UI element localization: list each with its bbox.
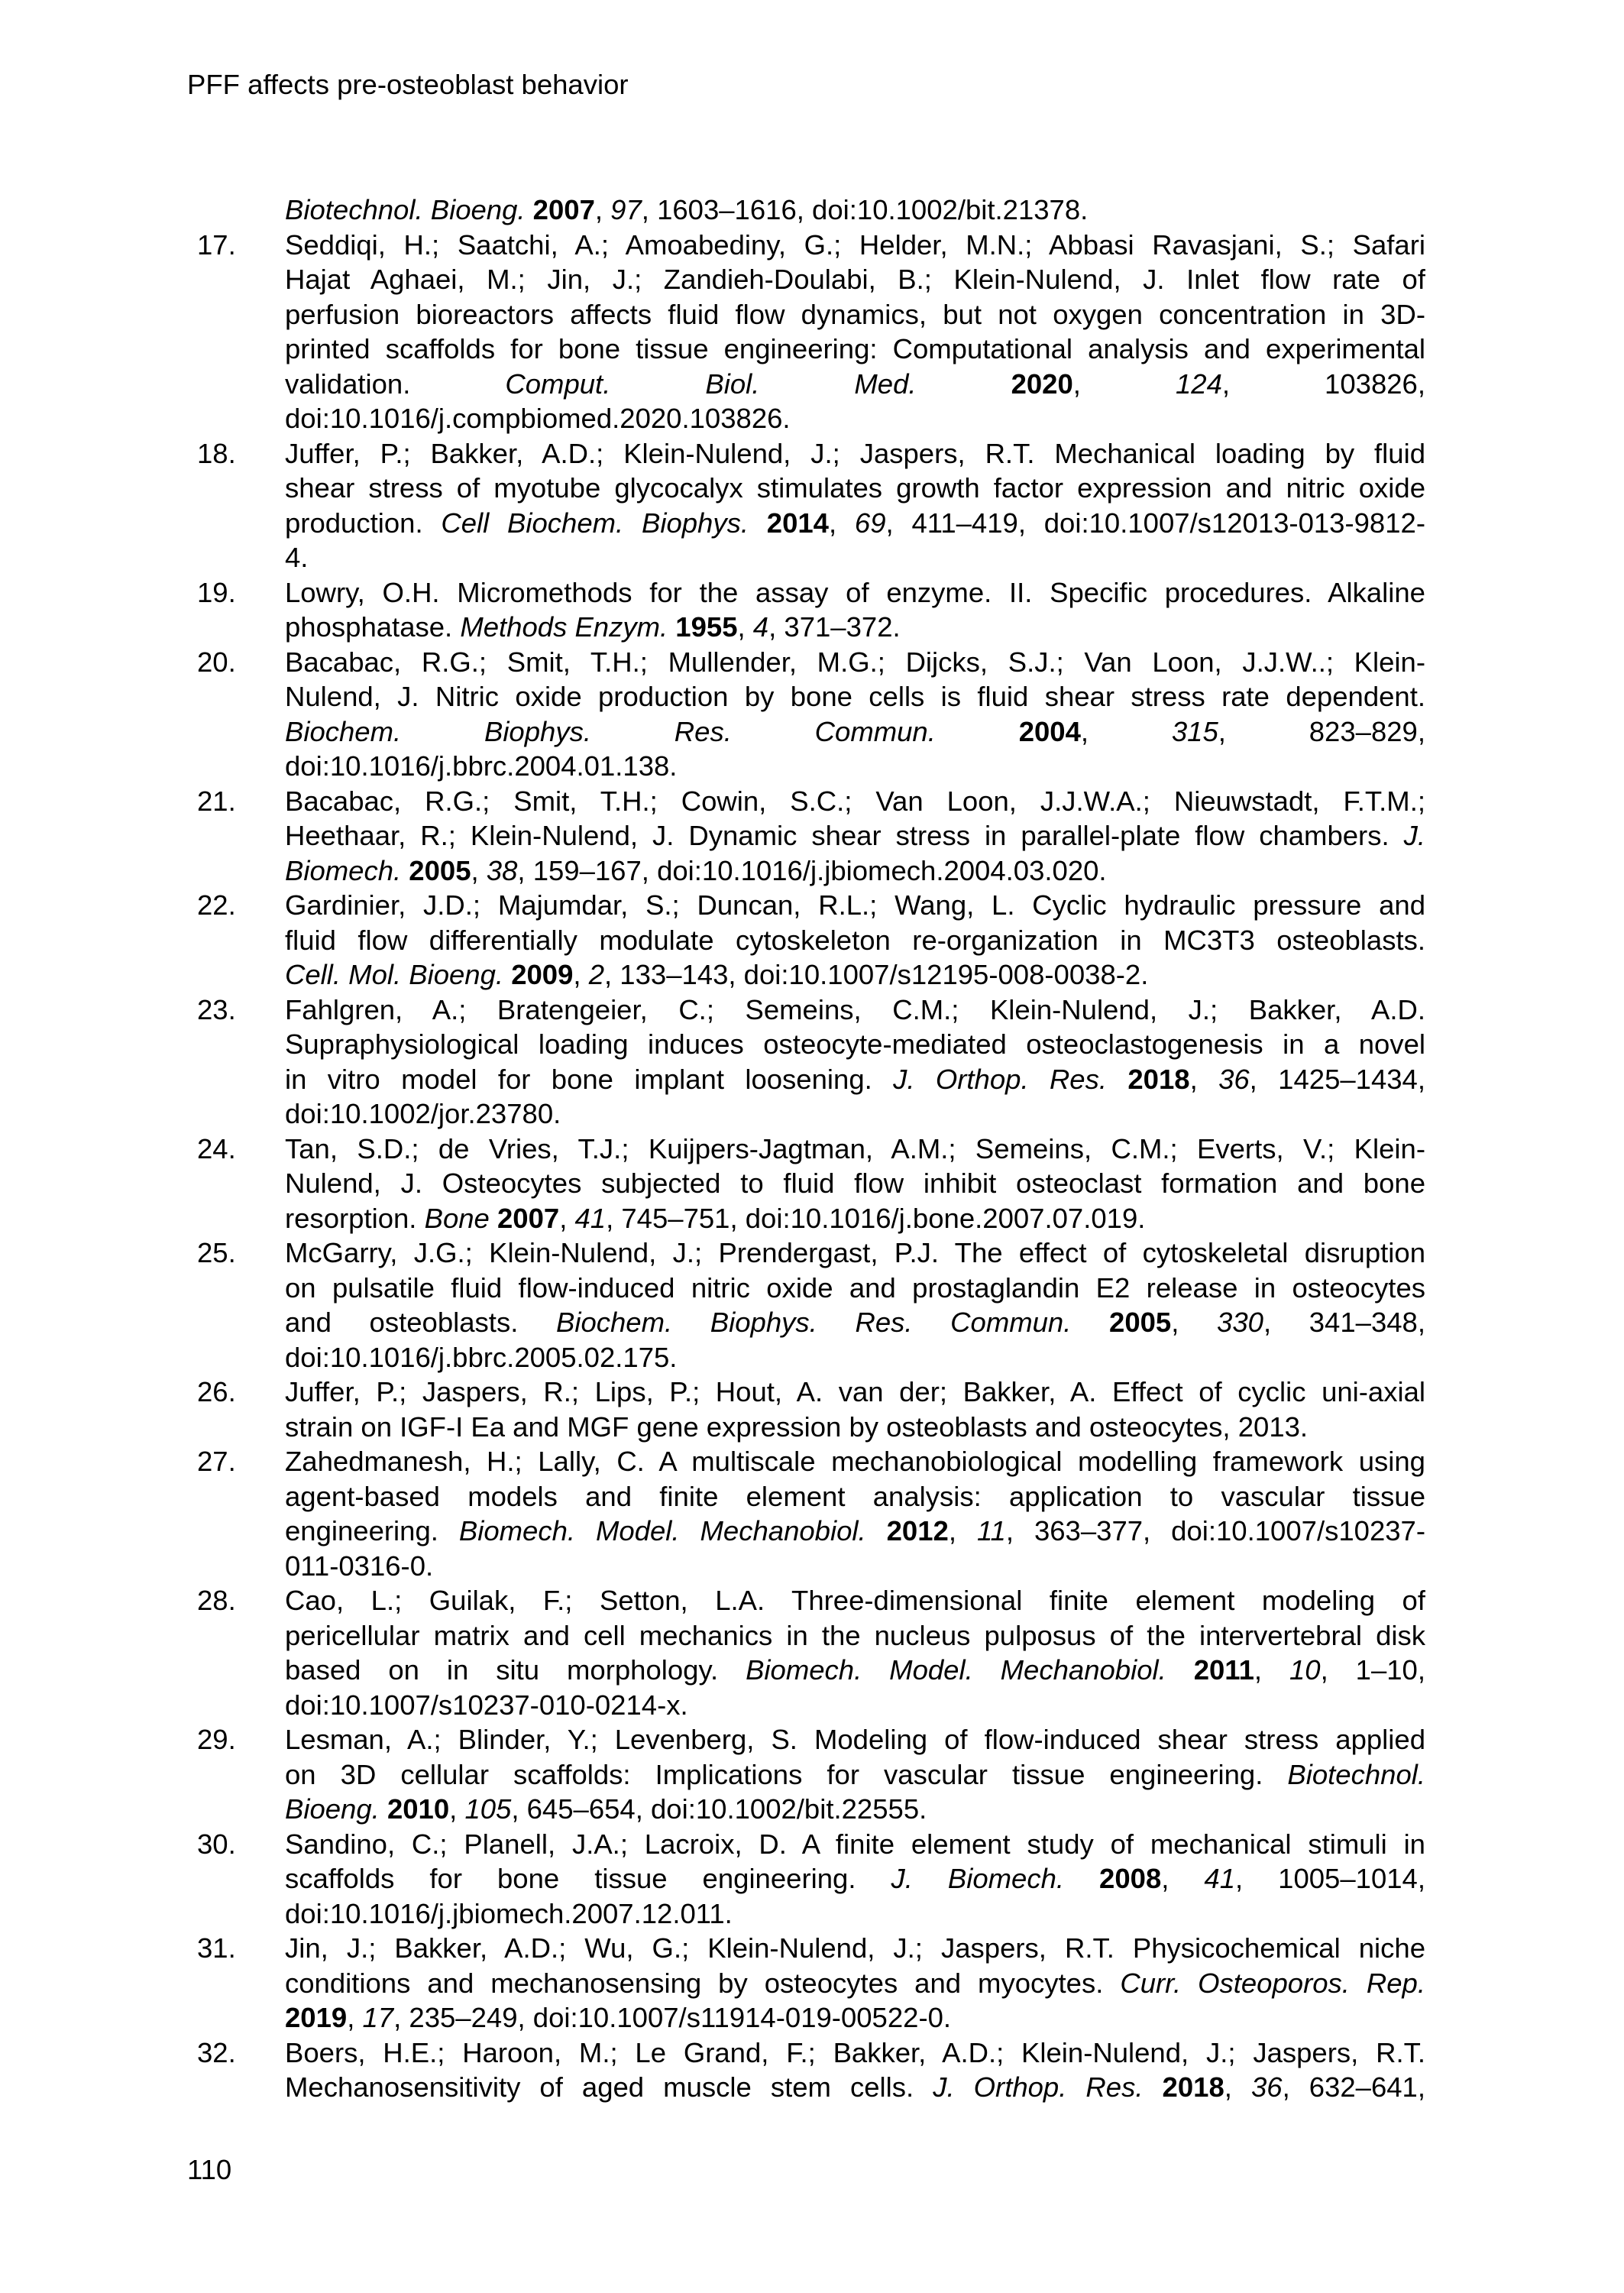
- reference-body: [285, 1931, 1425, 2036]
- journal-volume-text: 10: [1289, 1654, 1321, 1686]
- reference-text: ,: [471, 854, 487, 886]
- reference-number: 25.: [197, 1237, 236, 1268]
- reference-text: Nulend, J. Nitric oxide production by bone cells is fluid shear stress rate dependent.: [285, 681, 1425, 712]
- reference-number: 26.: [197, 1376, 236, 1407]
- journal-volume-text: 17: [362, 2002, 394, 2033]
- reference-text: printed scaffolds for bone tissue engineering: Computational analysis and experimental: [285, 333, 1425, 364]
- reference-line: [285, 1479, 1425, 1514]
- reference-entry: [197, 1444, 1425, 1583]
- reference-text: , 1425–1434,: [1249, 1063, 1425, 1095]
- year-text: 1955: [675, 611, 738, 643]
- year-text: 2005: [409, 854, 471, 886]
- reference-line: [285, 193, 1425, 228]
- reference-text: ,: [828, 507, 855, 539]
- reference-line: [285, 1792, 1425, 1827]
- reference-text: ,: [1080, 715, 1172, 747]
- reference-line: [285, 923, 1425, 958]
- reference-entry: [197, 645, 1425, 784]
- reference-number: 18.: [197, 437, 236, 469]
- journal-volume-text: Biomech. Model. Mechanobiol.: [746, 1654, 1194, 1686]
- reference-text: and osteoblasts.: [285, 1307, 556, 1338]
- reference-text: Juffer, P.; Bakker, A.D.; Klein-Nulend, J.; Jaspers, R.T. Mechanical loading by fluid: [285, 437, 1425, 469]
- reference-line: [285, 610, 1425, 645]
- journal-volume-text: J. Biomech.: [891, 1863, 1100, 1894]
- reference-line: [285, 1722, 1425, 1757]
- reference-body: [285, 993, 1425, 1132]
- reference-line: [285, 1688, 1425, 1723]
- reference-line: [285, 1236, 1425, 1271]
- journal-volume-text: 11: [976, 1515, 1006, 1546]
- reference-text: Fahlgren, A.; Bratengeier, C.; Semeins, C.M.; Klein-Nulend, J.; Bakker, A.D.: [285, 993, 1425, 1025]
- reference-line: [285, 1444, 1425, 1479]
- reference-entry: [197, 784, 1425, 889]
- reference-line: [285, 436, 1425, 471]
- reference-text: 4.: [285, 542, 309, 573]
- reference-text: ,: [1224, 2071, 1251, 2103]
- journal-volume-text: Biotechnol.: [1287, 1758, 1425, 1790]
- year-text: 2007: [532, 194, 595, 225]
- reference-text: ,: [1072, 368, 1176, 400]
- reference-text: on 3D cellular scaffolds: Implications for vascular tissue engineering.: [285, 1758, 1288, 1790]
- reference-number: 24.: [197, 1132, 236, 1164]
- reference-text: based on in situ morphology.: [285, 1654, 746, 1686]
- reference-line: [285, 1132, 1425, 1167]
- reference-text: ,: [948, 1515, 977, 1546]
- reference-entry: [197, 575, 1425, 645]
- year-text: 2020: [1011, 368, 1073, 400]
- reference-text: , 645–654, doi:10.1002/bit.22555.: [511, 1793, 927, 1825]
- reference-text: ,: [347, 2002, 363, 2033]
- running-header: PFF affects pre-osteoblast behavior: [187, 69, 629, 100]
- reference-text: production.: [285, 507, 442, 539]
- journal-volume-text: 330: [1217, 1307, 1263, 1338]
- reference-line: [285, 1583, 1425, 1618]
- reference-text: Hajat Aghaei, M.; Jin, J.; Zandieh-Doulabi, B.; Klein-Nulend, J. Inlet flow rate of: [285, 264, 1425, 295]
- reference-text: fluid flow differentially modulate cytoskeleton re-organization in MC3T3 osteoblasts.: [285, 924, 1425, 956]
- reference-body: [285, 784, 1425, 889]
- year-text: 2018: [1162, 2071, 1224, 2103]
- reference-body: [285, 1827, 1425, 1932]
- reference-text: doi:10.1016/j.bbrc.2004.01.138.: [285, 750, 678, 782]
- reference-text: ,: [559, 1202, 575, 1234]
- reference-text: , 133–143, doi:10.1007/s12195-008-0038-2.: [604, 959, 1149, 990]
- reference-entry: [197, 888, 1425, 993]
- reference-number: 20.: [197, 646, 236, 678]
- reference-line: [285, 749, 1425, 784]
- reference-line: [285, 645, 1425, 680]
- journal-volume-text: Cell. Mol. Bioeng.: [285, 959, 512, 990]
- reference-line: [285, 957, 1425, 993]
- reference-text: engineering.: [285, 1515, 459, 1546]
- reference-body: [285, 228, 1425, 436]
- reference-line: [285, 1375, 1425, 1410]
- reference-text: scaffolds for bone tissue engineering.: [285, 1863, 891, 1894]
- reference-text: shear stress of myotube glycocalyx stimulates growth factor expression and nitric oxide: [285, 472, 1425, 504]
- reference-text: , 103826,: [1221, 368, 1425, 400]
- journal-volume-text: 124: [1175, 368, 1222, 400]
- journal-volume-text: 36: [1250, 2071, 1283, 2103]
- reference-text: Bacabac, R.G.; Smit, T.H.; Mullender, M.G.; Dijcks, S.J.; Van Loon, J.J.W..; Klein-: [285, 646, 1425, 678]
- reference-body: [285, 436, 1425, 575]
- reference-text: Seddiqi, H.; Saatchi, A.; Amoabediny, G.; Helder, M.N.; Abbasi Ravasjani, S.; Safari: [285, 228, 1425, 261]
- reference-text: in vitro model for bone implant loosening.: [285, 1063, 894, 1095]
- reference-entry: [197, 1931, 1425, 2036]
- reference-line: [285, 1271, 1425, 1306]
- journal-volume-text: 4: [752, 611, 769, 643]
- reference-line: [285, 506, 1425, 541]
- reference-line: [285, 993, 1425, 1028]
- journal-volume-text: J. Orthop. Res.: [933, 2071, 1163, 2103]
- reference-line: [285, 1340, 1425, 1375]
- journal-volume-text: Biomech. Model. Mechanobiol.: [458, 1515, 887, 1546]
- reference-number: 17.: [197, 228, 236, 261]
- reference-line: [285, 1896, 1425, 1932]
- year-text: 2018: [1127, 1063, 1190, 1095]
- reference-line: [285, 540, 1425, 575]
- reference-body: [285, 1236, 1425, 1375]
- reference-line: [285, 471, 1425, 506]
- reference-line: [285, 888, 1425, 923]
- reference-line: [285, 228, 1425, 263]
- year-text: 2010: [387, 1793, 450, 1825]
- journal-volume-text: Bioeng.: [285, 1793, 387, 1825]
- reference-text: ,: [1171, 1307, 1218, 1338]
- reference-entry: [197, 1236, 1425, 1375]
- journal-volume-text: Biochem. Biophys. Res. Commun.: [556, 1307, 1110, 1338]
- reference-entry: [197, 228, 1425, 436]
- reference-number: 22.: [197, 889, 236, 921]
- journal-volume-text: Cell Biochem. Biophys.: [441, 507, 767, 539]
- reference-body: [285, 193, 1425, 228]
- reference-body: [285, 1132, 1425, 1236]
- reference-line: [285, 367, 1425, 402]
- reference-line: [285, 1166, 1425, 1201]
- reference-text: doi:10.1016/j.compbiomed.2020.103826.: [285, 403, 791, 434]
- reference-line: [285, 1549, 1425, 1584]
- reference-entry: [197, 436, 1425, 575]
- reference-number: 23.: [197, 993, 236, 1025]
- year-text: 2004: [1018, 715, 1081, 747]
- reference-line: [285, 332, 1425, 367]
- year-text: 2011: [1193, 1654, 1254, 1686]
- reference-line: [285, 1514, 1425, 1549]
- journal-volume-text: Methods Enzym.: [460, 611, 676, 643]
- reference-text: ,: [573, 959, 589, 990]
- journal-volume-text: 2: [588, 959, 605, 990]
- reference-line: [285, 297, 1425, 332]
- reference-text: Heethaar, R.; Klein-Nulend, J. Dynamic shear stress in parallel-plate flow chambers.: [285, 820, 1404, 851]
- reference-text: , 1–10,: [1320, 1654, 1425, 1686]
- journal-volume-text: 105: [464, 1793, 512, 1825]
- reference-text: ,: [1189, 1063, 1219, 1095]
- reference-text: phosphatase.: [285, 611, 461, 643]
- reference-body: [285, 2036, 1425, 2105]
- reference-text: Supraphysiological loading induces osteocyte-mediated osteoclastogenesis in a novel: [285, 1028, 1425, 1060]
- reference-text: Cao, L.; Guilak, F.; Setton, L.A. Three-dimensional finite element modeling of: [285, 1585, 1425, 1616]
- page-number: 110: [187, 2154, 232, 2185]
- reference-line: [285, 1410, 1425, 1445]
- reference-line: [285, 1861, 1425, 1896]
- reference-text: doi:10.1002/jor.23780.: [285, 1098, 561, 1129]
- reference-line: [285, 1305, 1425, 1340]
- journal-volume-text: J. Orthop. Res.: [893, 1063, 1128, 1095]
- reference-line: [285, 784, 1425, 819]
- reference-text: , 1603–1616, doi:10.1002/bit.21378.: [641, 194, 1089, 225]
- reference-text: agent-based models and finite element analysis: application to vascular tissue: [285, 1480, 1425, 1512]
- reference-text: , 632–641,: [1282, 2071, 1425, 2103]
- reference-text: , 823–829,: [1218, 715, 1425, 747]
- reference-text: , 411–419, doi:10.1007/s12013-013-9812-: [885, 507, 1425, 539]
- reference-text: McGarry, J.G.; Klein-Nulend, J.; Prendergast, P.J. The effect of cytoskeletal disruption: [285, 1237, 1425, 1268]
- journal-volume-text: J.: [1403, 820, 1425, 851]
- reference-entry: [197, 993, 1425, 1132]
- year-text: 2019: [285, 2002, 348, 2033]
- reference-text: perfusion bioreactors affects fluid flow dynamics, but not oxygen concentration in 3D-: [285, 298, 1425, 330]
- reference-body: [285, 888, 1425, 993]
- reference-entry: [197, 1583, 1425, 1722]
- reference-entry: [197, 2036, 1425, 2105]
- year-text: 2012: [886, 1515, 949, 1546]
- reference-number: 27.: [197, 1446, 236, 1477]
- reference-text: , 371–372.: [768, 611, 901, 643]
- year-text: 2009: [511, 959, 574, 990]
- reference-text: conditions and mechanosensing by osteocytes and myocytes.: [285, 1967, 1121, 1999]
- reference-text: ,: [737, 611, 753, 643]
- reference-text: on pulsatile fluid flow-induced nitric oxide and prostaglandin E2 release in osteocytes: [285, 1271, 1425, 1304]
- reference-entry: [197, 1722, 1425, 1827]
- reference-entry: [197, 1375, 1425, 1444]
- reference-entry: [197, 1132, 1425, 1236]
- reference-line: [285, 2070, 1425, 2105]
- journal-volume-text: Bone: [424, 1202, 497, 1234]
- reference-text: , 745–751, doi:10.1016/j.bone.2007.07.019.: [606, 1202, 1146, 1234]
- reference-line: [285, 1653, 1425, 1688]
- reference-line: [285, 853, 1425, 889]
- reference-line: [285, 1062, 1425, 1097]
- reference-line: [285, 1618, 1425, 1653]
- reference-text: Tan, S.D.; de Vries, T.J.; Kuijpers-Jagtman, A.M.; Semeins, C.M.; Everts, V.; Klein-: [285, 1132, 1425, 1164]
- reference-number: 31.: [197, 1932, 236, 1964]
- reference-line: [285, 575, 1425, 610]
- reference-text: , 235–249, doi:10.1007/s11914-019-00522-0.: [393, 2002, 952, 2033]
- reference-body: [285, 1444, 1425, 1583]
- reference-text: , 363–377, doi:10.1007/s10237-: [1005, 1515, 1425, 1546]
- journal-volume-text: 69: [854, 507, 886, 539]
- reference-text: ,: [449, 1793, 465, 1825]
- year-text: 2014: [766, 507, 829, 539]
- year-text: 2005: [1109, 1307, 1172, 1338]
- reference-line: [285, 818, 1425, 853]
- journal-volume-text: 38: [486, 854, 518, 886]
- journal-volume-text: 97: [610, 194, 642, 225]
- reference-number: 29.: [197, 1724, 236, 1755]
- journal-volume-text: Curr. Osteoporos. Rep.: [1120, 1967, 1425, 1999]
- reference-number: 21.: [197, 785, 236, 817]
- reference-text: doi:10.1007/s10237-010-0214-x.: [285, 1689, 688, 1721]
- reference-text: Zahedmanesh, H.; Lally, C. A multiscale mechanobiological modelling framework using: [285, 1446, 1425, 1477]
- reference-text: Lesman, A.; Blinder, Y.; Levenberg, S. Modeling of flow-induced shear stress applied: [285, 1724, 1425, 1755]
- reference-number: 32.: [197, 2036, 236, 2068]
- reference-text: ,: [1161, 1863, 1205, 1894]
- journal-volume-text: Biomech.: [285, 854, 409, 886]
- reference-text: validation.: [285, 368, 506, 400]
- reference-line: [285, 1201, 1425, 1236]
- reference-text: Juffer, P.; Jaspers, R.; Lips, P.; Hout, A. van der; Bakker, A. Effect of cyclic uni-axial: [285, 1376, 1425, 1407]
- reference-body: [285, 1583, 1425, 1722]
- reference-line: [285, 679, 1425, 714]
- journal-volume-text: 41: [1204, 1863, 1236, 1894]
- reference-text: strain on IGF-I Ea and MGF gene expression by osteoblasts and osteocytes, 2013.: [285, 1410, 1309, 1443]
- reference-text: , 341–348,: [1263, 1307, 1425, 1338]
- year-text: 2008: [1099, 1863, 1162, 1894]
- reference-text: Boers, H.E.; Haroon, M.; Le Grand, F.; Bakker, A.D.; Klein-Nulend, J.; Jaspers, R.T.: [285, 2036, 1425, 2068]
- reference-number: 19.: [197, 576, 236, 608]
- reference-text: resorption.: [285, 1202, 425, 1234]
- reference-text: Lowry, O.H. Micromethods for the assay of enzyme. II. Specific procedures. Alkaline: [285, 576, 1425, 608]
- reference-line: [285, 1757, 1425, 1793]
- reference-text: Mechanosensitivity of aged muscle stem cells.: [285, 2071, 933, 2103]
- reference-text: Nulend, J. Osteocytes subjected to fluid flow inhibit osteoclast formation and bone: [285, 1168, 1425, 1199]
- reference-text: Jin, J.; Bakker, A.D.; Wu, G.; Klein-Nulend, J.; Jaspers, R.T. Physicochemical niche: [285, 1932, 1425, 1964]
- reference-body: [285, 645, 1425, 784]
- year-text: 2007: [497, 1202, 560, 1234]
- reference-entry: [197, 193, 1425, 228]
- reference-text: Sandino, C.; Planell, J.A.; Lacroix, D. A finite element study of mechanical stimuli in: [285, 1828, 1425, 1860]
- journal-volume-text: 36: [1218, 1063, 1250, 1095]
- reference-line: [285, 1966, 1425, 2001]
- reference-entry: [197, 1827, 1425, 1932]
- reference-text: pericellular matrix and cell mechanics in the nucleus pulposus of the intervertebral disk: [285, 1619, 1425, 1651]
- journal-volume-text: 41: [574, 1202, 607, 1234]
- reference-list: [197, 193, 1425, 2105]
- reference-line: [285, 262, 1425, 297]
- reference-line: [285, 1931, 1425, 1966]
- journal-volume-text: Biochem. Biophys. Res. Commun.: [285, 715, 1019, 747]
- reference-text: doi:10.1016/j.bbrc.2005.02.175.: [285, 1341, 678, 1373]
- journal-volume-text: 315: [1171, 715, 1218, 747]
- reference-line: [285, 2036, 1425, 2071]
- reference-text: ,: [1254, 1654, 1289, 1686]
- reference-text: ,: [594, 194, 611, 225]
- reference-text: , 159–167, doi:10.1016/j.jbiomech.2004.03.020.: [517, 854, 1107, 886]
- reference-text: doi:10.1016/j.jbiomech.2007.12.011.: [285, 1897, 733, 1929]
- reference-number: 28.: [197, 1585, 236, 1616]
- reference-text: Gardinier, J.D.; Majumdar, S.; Duncan, R.L.; Wang, L. Cyclic hydraulic pressure and: [285, 889, 1425, 921]
- reference-body: [285, 1375, 1425, 1444]
- reference-text: , 1005–1014,: [1235, 1863, 1425, 1894]
- journal-volume-text: Biotechnol. Bioeng.: [285, 194, 533, 225]
- reference-line: [285, 401, 1425, 436]
- reference-line: [285, 1027, 1425, 1062]
- reference-body: [285, 575, 1425, 645]
- reference-body: [285, 1722, 1425, 1827]
- reference-line: [285, 1096, 1425, 1132]
- reference-text: 011-0316-0.: [285, 1550, 434, 1582]
- reference-line: [285, 1827, 1425, 1862]
- journal-volume-text: Comput. Biol. Med.: [505, 368, 1011, 400]
- reference-number: 30.: [197, 1828, 236, 1860]
- reference-line: [285, 2000, 1425, 2036]
- reference-line: [285, 714, 1425, 750]
- reference-text: Bacabac, R.G.; Smit, T.H.; Cowin, S.C.; Van Loon, J.J.W.A.; Nieuwstadt, F.T.M.;: [285, 785, 1425, 817]
